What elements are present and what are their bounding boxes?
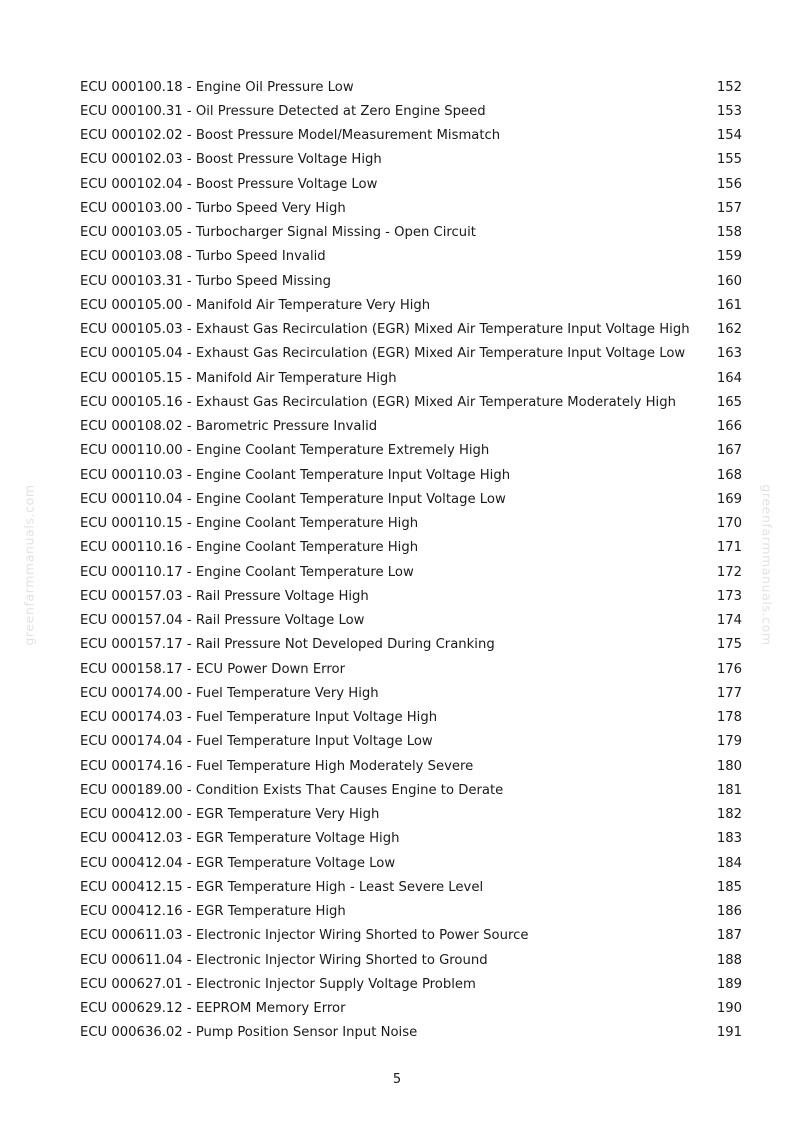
toc-entry[interactable]	[80, 609, 742, 633]
toc-entry-title: ECU 000158.17 - ECU Power Down Error	[80, 661, 345, 677]
toc-entry-title: ECU 000105.03 - Exhaust Gas Recirculation (EGR) Mixed Air Temperature Input Voltage High	[80, 322, 690, 338]
toc-entry-title: ECU 000611.03 - Electronic Injector Wiring Shorted to Power Source	[80, 928, 529, 944]
toc-entry[interactable]	[80, 439, 742, 463]
toc-entry-page: 162	[716, 322, 742, 338]
toc-entry-title: ECU 000102.04 - Boost Pressure Voltage Low	[80, 176, 378, 192]
toc-entry[interactable]	[80, 972, 742, 996]
toc-entry-page: 181	[716, 782, 742, 798]
toc-entry-page: 174	[716, 613, 742, 629]
toc-entry-page: 168	[716, 467, 742, 483]
toc-entry[interactable]	[80, 584, 742, 608]
toc-entry-title: ECU 000157.04 - Rail Pressure Voltage Low	[80, 613, 365, 629]
toc-entry-title: ECU 000629.12 - EEPROM Memory Error	[80, 1001, 346, 1017]
toc-entry[interactable]	[80, 1021, 742, 1045]
toc-entry-page: 167	[716, 443, 742, 459]
toc-entry-title: ECU 000110.03 - Engine Coolant Temperature Input Voltage High	[80, 467, 511, 483]
toc-entry[interactable]	[80, 293, 742, 317]
toc-entry-page: 172	[716, 564, 742, 580]
toc-entry[interactable]	[80, 269, 742, 293]
toc-entry[interactable]	[80, 148, 742, 172]
toc-entry[interactable]	[80, 827, 742, 851]
toc-entry-page: 183	[716, 831, 742, 847]
watermark-right: greenfarmmanuals.com	[759, 484, 775, 646]
toc-entry-page: 184	[716, 855, 742, 871]
toc-entry[interactable]	[80, 245, 742, 269]
toc-entry-page: 178	[716, 710, 742, 726]
toc-entry-title: ECU 000103.31 - Turbo Speed Missing	[80, 273, 332, 289]
toc-entry[interactable]	[80, 948, 742, 972]
toc-entry[interactable]	[80, 221, 742, 245]
toc-entry-title: ECU 000174.00 - Fuel Temperature Very High	[80, 685, 379, 701]
toc-entry-title: ECU 000189.00 - Condition Exists That Causes Engine to Derate	[80, 782, 504, 798]
toc-entry-page: 189	[716, 976, 742, 992]
toc-entry-page: 187	[716, 928, 742, 944]
toc-entry-title: ECU 000110.04 - Engine Coolant Temperature Input Voltage Low	[80, 491, 506, 507]
toc-entry-title: ECU 000103.08 - Turbo Speed Invalid	[80, 249, 326, 265]
toc-entry-page: 191	[716, 1025, 742, 1041]
toc-entry-title: ECU 000636.02 - Pump Position Sensor Input Noise	[80, 1025, 418, 1041]
toc-entry[interactable]	[80, 754, 742, 778]
page-number: 5	[392, 1072, 402, 1087]
toc-entry-page: 159	[716, 249, 742, 265]
toc-entry[interactable]	[80, 415, 742, 439]
toc-entry-page: 173	[716, 588, 742, 604]
toc-entry-title: ECU 000412.16 - EGR Temperature High	[80, 904, 346, 920]
toc-entry-title: ECU 000103.05 - Turbocharger Signal Missing - Open Circuit	[80, 225, 476, 241]
toc-entry[interactable]	[80, 487, 742, 511]
toc-entry-page: 166	[716, 419, 742, 435]
toc-entry-title: ECU 000105.16 - Exhaust Gas Recirculation (EGR) Mixed Air Temperature Moderately High	[80, 394, 676, 410]
toc-entry-title: ECU 000412.03 - EGR Temperature Voltage High	[80, 831, 400, 847]
toc-entry-page: 177	[716, 685, 742, 701]
toc-entry-title: ECU 000108.02 - Barometric Pressure Invalid	[80, 419, 378, 435]
toc-entry-page: 180	[716, 758, 742, 774]
toc-entry[interactable]	[80, 633, 742, 657]
toc-entry[interactable]	[80, 997, 742, 1021]
toc-entry[interactable]	[80, 560, 742, 584]
toc-entry-page: 161	[716, 297, 742, 313]
toc-entry[interactable]	[80, 803, 742, 827]
toc-entry-title: ECU 000105.15 - Manifold Air Temperature High	[80, 370, 397, 386]
toc-entry[interactable]	[80, 99, 742, 123]
toc-entry-title: ECU 000100.18 - Engine Oil Pressure Low	[80, 79, 354, 95]
toc-entry[interactable]	[80, 681, 742, 705]
toc-entry-page: 156	[716, 176, 742, 192]
toc-entry-page: 164	[716, 370, 742, 386]
toc-entry-title: ECU 000110.16 - Engine Coolant Temperature High	[80, 540, 419, 556]
table-of-contents	[80, 75, 742, 1045]
toc-entry-title: ECU 000174.16 - Fuel Temperature High Moderately Severe	[80, 758, 474, 774]
toc-entry-title: ECU 000611.04 - Electronic Injector Wiring Shorted to Ground	[80, 952, 488, 968]
toc-entry[interactable]	[80, 318, 742, 342]
toc-entry[interactable]	[80, 512, 742, 536]
toc-entry[interactable]	[80, 342, 742, 366]
toc-entry-page: 185	[716, 879, 742, 895]
toc-entry-page: 157	[716, 200, 742, 216]
toc-entry-page: 170	[716, 516, 742, 532]
toc-entry[interactable]	[80, 124, 742, 148]
toc-entry-page: 171	[716, 540, 742, 556]
toc-entry-page: 152	[716, 79, 742, 95]
toc-entry-page: 176	[716, 661, 742, 677]
toc-entry-page: 154	[716, 128, 742, 144]
toc-entry-page: 169	[716, 491, 742, 507]
toc-entry-title: ECU 000157.17 - Rail Pressure Not Developed During Cranking	[80, 637, 495, 653]
toc-entry[interactable]	[80, 924, 742, 948]
toc-entry-title: ECU 000110.00 - Engine Coolant Temperature Extremely High	[80, 443, 490, 459]
toc-entry-title: ECU 000412.15 - EGR Temperature High - Least Severe Level	[80, 879, 484, 895]
toc-entry-title: ECU 000174.04 - Fuel Temperature Input Voltage Low	[80, 734, 433, 750]
toc-entry-page: 163	[716, 346, 742, 362]
toc-entry[interactable]	[80, 706, 742, 730]
toc-entry-page: 155	[716, 152, 742, 168]
toc-entry[interactable]	[80, 172, 742, 196]
toc-entry-page: 190	[716, 1001, 742, 1017]
toc-entry[interactable]	[80, 778, 742, 802]
toc-entry-title: ECU 000412.04 - EGR Temperature Voltage Low	[80, 855, 396, 871]
toc-entry-page: 186	[716, 904, 742, 920]
toc-entry-title: ECU 000105.04 - Exhaust Gas Recirculation (EGR) Mixed Air Temperature Input Voltage Low	[80, 346, 686, 362]
toc-entry-page: 158	[716, 225, 742, 241]
toc-entry-title: ECU 000110.15 - Engine Coolant Temperature High	[80, 516, 419, 532]
toc-entry-page: 165	[716, 394, 742, 410]
toc-entry-title: ECU 000627.01 - Electronic Injector Supply Voltage Problem	[80, 976, 476, 992]
toc-entry[interactable]	[80, 875, 742, 899]
toc-entry-page: 153	[716, 103, 742, 119]
toc-entry-title: ECU 000100.31 - Oil Pressure Detected at Zero Engine Speed	[80, 103, 486, 119]
toc-entry[interactable]	[80, 536, 742, 560]
toc-entry-page: 160	[716, 273, 742, 289]
toc-entry[interactable]	[80, 366, 742, 390]
toc-entry-title: ECU 000103.00 - Turbo Speed Very High	[80, 200, 346, 216]
toc-entry-title: ECU 000412.00 - EGR Temperature Very High	[80, 807, 380, 823]
toc-entry[interactable]	[80, 730, 742, 754]
toc-entry-title: ECU 000105.00 - Manifold Air Temperature Very High	[80, 297, 431, 313]
toc-entry[interactable]	[80, 75, 742, 99]
toc-entry-page: 179	[716, 734, 742, 750]
toc-entry[interactable]	[80, 196, 742, 220]
toc-entry[interactable]	[80, 851, 742, 875]
toc-entry-title: ECU 000174.03 - Fuel Temperature Input Voltage High	[80, 710, 438, 726]
toc-entry[interactable]	[80, 463, 742, 487]
toc-entry-title: ECU 000157.03 - Rail Pressure Voltage High	[80, 588, 369, 604]
toc-entry[interactable]	[80, 657, 742, 681]
toc-entry-page: 175	[716, 637, 742, 653]
toc-entry[interactable]	[80, 900, 742, 924]
toc-entry-title: ECU 000102.03 - Boost Pressure Voltage High	[80, 152, 382, 168]
toc-entry-page: 182	[716, 807, 742, 823]
toc-entry-title: ECU 000102.02 - Boost Pressure Model/Measurement Mismatch	[80, 128, 501, 144]
toc-entry-title: ECU 000110.17 - Engine Coolant Temperature Low	[80, 564, 414, 580]
toc-entry[interactable]	[80, 390, 742, 414]
watermark-left: greenfarmmanuals.com	[21, 484, 37, 646]
toc-entry-page: 188	[716, 952, 742, 968]
